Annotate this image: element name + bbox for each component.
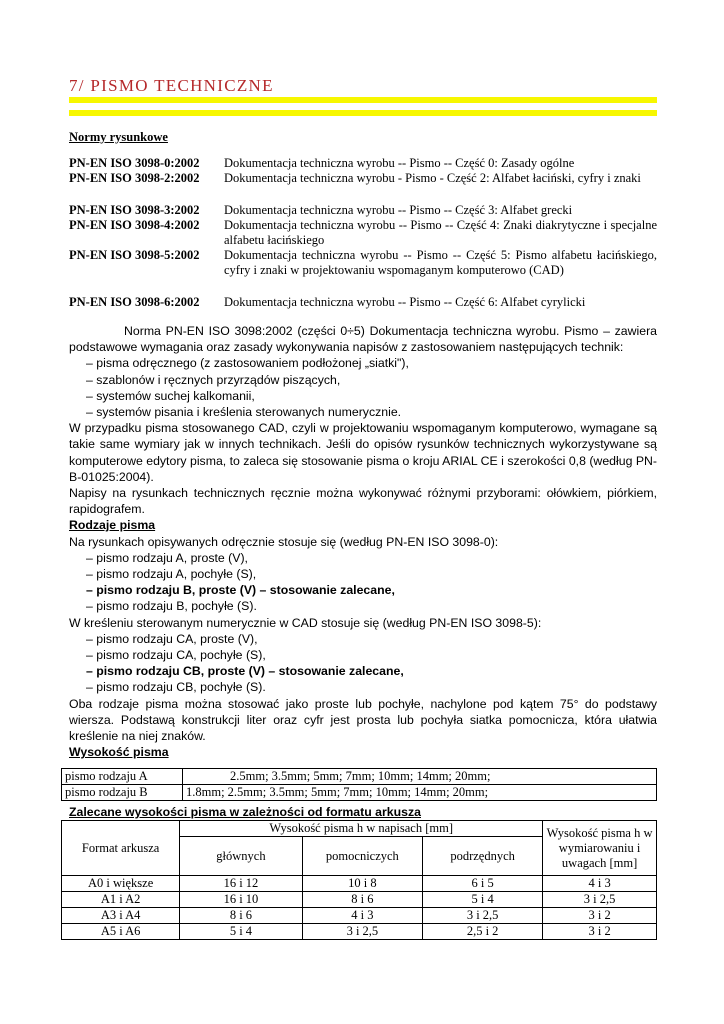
table-row [62, 769, 657, 785]
table-cell: 3 i 2 [543, 924, 657, 940]
norm-description: Dokumentacja techniczna wyrobu -- Pismo -- Część 6: Alfabet cyrylicki [224, 295, 586, 309]
norm-description: Dokumentacja techniczna wyrobu -- Pismo -- Część 3: Alfabet grecki [224, 203, 573, 217]
table-cell: 5 i 4 [180, 924, 302, 940]
norm-description: Dokumentacja techniczna wyrobu - Pismo - Część 2: Alfabet łaciński, cyfry i znaki [224, 171, 641, 185]
table-header-row [62, 821, 657, 837]
norm-item [69, 156, 657, 171]
table-cell: A3 i A4 [62, 908, 180, 924]
norm-code: PN-EN ISO 3098-3:2002 [69, 203, 200, 217]
table-cell: 3 i 2,5 [543, 892, 657, 908]
list-item: – pismo rodzaju CA, proste (V), [86, 631, 258, 646]
height-heading: Wysokość pisma [69, 745, 169, 760]
table-cell: 3 i 2,5 [302, 924, 422, 940]
table-row [62, 892, 657, 908]
body-text [69, 323, 657, 760]
norm-description: Dokumentacja techniczna wyrobu -- Pismo -- Część 0: Zasady ogólne [224, 156, 575, 170]
norm-code: PN-EN ISO 3098-6:2002 [69, 295, 200, 309]
table-cell: 8 i 6 [302, 892, 422, 908]
yellow-divider-bottom [69, 110, 657, 116]
intro-paragraph: Norma PN-EN ISO 3098:2002 (części 0÷5) Dokumentacja techniczna wyrobu. Pismo – zawiera podstawowe wymagania oraz zasady wykonywania napisów z zastosowaniem następujących technik: [69, 324, 657, 355]
table-cell: A5 i A6 [62, 924, 180, 940]
norms-heading: Normy rysunkowe [69, 130, 168, 144]
norm-description: Dokumentacja techniczna wyrobu -- Pismo -- Część 4: Znaki diakrytyczne i specjalne alfabetu łacińskiego [224, 218, 657, 247]
table-cell: 6 i 5 [423, 876, 543, 892]
norm-code: PN-EN ISO 3098-5:2002 [69, 248, 200, 262]
table-cell: 10 i 8 [302, 876, 422, 892]
format-table-heading: Zalecane wysokości pisma w zależności od formatu arkusza [69, 805, 421, 819]
list-item: – pisma odręcznego (z zastosowaniem podłożonej „siatki"), [86, 356, 409, 371]
table-cell: A0 i większe [62, 876, 180, 892]
column-header-dimension: Wysokość pisma h w wymiarowaniu i uwagach [mm] [543, 821, 657, 876]
norm-item [69, 203, 657, 218]
column-header-aux: pomocniczych [302, 837, 422, 876]
table-cell: 8 i 6 [180, 908, 302, 924]
table-cell: 3 i 2 [543, 908, 657, 924]
list-item: – pismo rodzaju CB, pochyłe (S). [86, 680, 266, 695]
list-item: – szablonów i ręcznych przyrządów piszących, [86, 372, 341, 387]
table-cell: 4 i 3 [302, 908, 422, 924]
list-item: – pismo rodzaju B, pochyłe (S). [86, 599, 257, 614]
table-cell: 2,5 i 2 [423, 924, 543, 940]
list-item: – systemów suchej kalkomanii, [86, 388, 255, 403]
table-cell: 4 i 3 [543, 876, 657, 892]
table-row [62, 908, 657, 924]
cad-paragraph: W przypadku pisma stosowanego CAD, czyli w projektowaniu wspomaganym komputerowo, wymagane są takie same wymiary jak w innych technikach. Jeśli do opisów rysunków technicznych wykorzystywane są komputerowe edytory pisma, to zaleca się stosowanie pisma o kroju ARIAL CE i szerokości 0,8 (według PN-B-01025:2004). [69, 421, 657, 484]
column-header-group: Wysokość pisma h w napisach [mm] [180, 821, 543, 837]
slant-paragraph: Oba rodzaje pisma można stosować jako proste lub pochyłe, nachylone pod kątem 75° do podstawy wiersza. Podstawą konstrukcji liter oraz cyfr jest prosta lub pochyła siatka pomocnicza, która ułatwia kreślenie na niej znaków. [69, 696, 657, 744]
table-cell: 3 i 2,5 [423, 908, 543, 924]
table-cell-label: pismo rodzaju A [62, 769, 183, 785]
tools-paragraph: Napisy na rysunkach technicznych ręcznie można wykonywać różnymi przyborami: ołówkiem, piórkiem, rapidografem. [69, 486, 657, 517]
list-item: – systemów pisania i kreślenia sterowanych numerycznie. [86, 405, 402, 420]
height-table [61, 768, 657, 801]
list-item-recommended: – pismo rodzaju CB, proste (V) – stosowanie zalecane, [86, 664, 404, 679]
column-header-format: Format arkusza [62, 821, 180, 876]
list-item: – pismo rodzaju A, proste (V), [86, 550, 248, 565]
list-item-recommended: – pismo rodzaju B, proste (V) – stosowanie zalecane, [86, 583, 395, 598]
yellow-divider-top [69, 97, 657, 103]
table-cell: 5 i 4 [423, 892, 543, 908]
list-item: – pismo rodzaju CA, pochyłe (S), [86, 648, 266, 663]
table-cell: 16 i 12 [180, 876, 302, 892]
table-cell-values: 2.5mm; 3.5mm; 5mm; 7mm; 10mm; 14mm; 20mm; [183, 769, 657, 785]
table-cell-label: pismo rodzaju B [62, 785, 183, 801]
table-cell: 16 i 10 [180, 892, 302, 908]
table-row [62, 876, 657, 892]
table-row [62, 924, 657, 940]
norm-description: Dokumentacja techniczna wyrobu -- Pismo -- Część 5: Pismo alfabetu łacińskiego, cyfry i znaki w projektowaniu wspomaganym komputerowo (CAD) [224, 248, 657, 277]
norm-code: PN-EN ISO 3098-4:2002 [69, 218, 200, 232]
norm-item [69, 171, 657, 186]
manual-intro: Na rysunkach opisywanych odręcznie stosuje się (według PN-EN ISO 3098-0): [69, 534, 499, 549]
table-cell-values: 1.8mm; 2.5mm; 3.5mm; 5mm; 7mm; 10mm; 14mm; 20mm; [183, 785, 657, 801]
column-header-main: głównych [180, 837, 302, 876]
norm-code: PN-EN ISO 3098-2:2002 [69, 171, 200, 185]
table-row [62, 785, 657, 801]
list-item: – pismo rodzaju A, pochyłe (S), [86, 567, 257, 582]
table-cell: A1 i A2 [62, 892, 180, 908]
norm-item [69, 248, 657, 278]
format-table [61, 820, 657, 940]
norm-item [69, 218, 657, 248]
norm-code: PN-EN ISO 3098-0:2002 [69, 156, 200, 170]
page-title: 7/ PISMO TECHNICZNE [69, 76, 274, 95]
norm-item [69, 295, 657, 310]
types-heading: Rodzaje pisma [69, 518, 156, 533]
column-header-sub: podrzędnych [423, 837, 543, 876]
cad-intro: W kreśleniu sterowanym numerycznie w CAD stosuje się (według PN-EN ISO 3098-5): [69, 615, 542, 630]
